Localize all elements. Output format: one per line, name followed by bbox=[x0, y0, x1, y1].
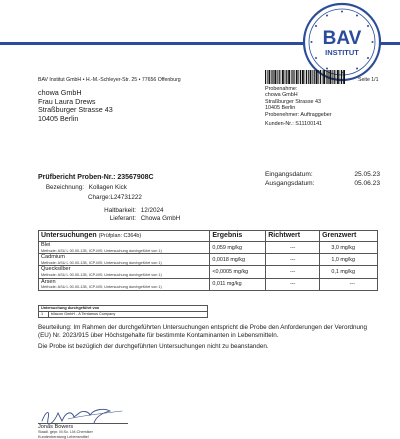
result-value: 0,011 mg/kg bbox=[210, 278, 266, 290]
signer-name: Jonas Bowers bbox=[38, 424, 74, 430]
designation-row bbox=[38, 184, 127, 193]
logo-text-institut: INSTITUT bbox=[325, 48, 359, 57]
conclusion-note: Die Probe ist bezüglich der durchgeführten Untersuchungen nicht zu beanstanden. bbox=[38, 343, 269, 350]
guide-value: --- bbox=[266, 278, 320, 290]
header-result: Ergebnis bbox=[210, 231, 266, 242]
customer-number bbox=[265, 121, 332, 127]
table-row bbox=[39, 266, 378, 278]
test-name: Cadmium bbox=[41, 254, 65, 261]
test-method: Methode: ASU L 00.00-135, ICP-MS; Untersuchung durchgeführt von 1) bbox=[41, 272, 162, 277]
recipient-street: Straßburger Strasse 43 bbox=[38, 105, 113, 115]
performed-by-row bbox=[39, 312, 208, 318]
logo-text-bav: BAV bbox=[322, 28, 362, 49]
received-date-label: Eingangsdatum: bbox=[265, 171, 313, 178]
result-value: 0,0018 mg/kg bbox=[210, 254, 266, 266]
performed-by-table bbox=[38, 305, 208, 318]
header-tests bbox=[39, 231, 210, 242]
sample-taker: Probenehmer: Auftraggeber bbox=[265, 111, 332, 118]
sample-taking-city: 10405 Berlin bbox=[265, 105, 296, 112]
results-header-row bbox=[39, 231, 378, 242]
table-row bbox=[39, 278, 378, 290]
received-date-row bbox=[265, 170, 380, 179]
table-row bbox=[39, 242, 378, 254]
sample-taking-company: chowa GmbH bbox=[265, 92, 298, 99]
test-method: Methode: ASU L 00.00-135, ICP-MS; Untersuchung durchgeführt von 1) bbox=[41, 260, 162, 265]
recipient-company: chowa GmbH bbox=[38, 88, 82, 97]
report-title-label: Prüfbericht Proben-Nr.: bbox=[38, 174, 116, 181]
limit-value: --- bbox=[320, 278, 378, 290]
sample-taking-label: Probenahme: bbox=[265, 86, 298, 92]
signer-department: Kundenberatung Lebensmittel bbox=[38, 434, 89, 439]
signer-block bbox=[38, 424, 93, 439]
result-value: 0,059 mg/kg bbox=[210, 242, 266, 254]
test-name: Arsen bbox=[41, 278, 56, 285]
limit-value: 0,1 mg/kg bbox=[320, 266, 378, 278]
header-rule-left bbox=[0, 42, 318, 45]
supplier-value: Chowa GmbH bbox=[140, 215, 181, 222]
test-cell bbox=[39, 254, 210, 266]
signer-title: Staatl. gepr. M.Sc. LM-Chemiker bbox=[38, 430, 93, 435]
best-before-value: 12/2024 bbox=[140, 207, 164, 214]
test-name: Quecksilber bbox=[41, 266, 71, 273]
performed-by-lab: bilacon GmbH - A Tentamus Company bbox=[49, 312, 208, 318]
issued-date-row bbox=[265, 179, 380, 188]
designation-value: Kollagen Kick bbox=[88, 184, 127, 191]
table-row bbox=[39, 254, 378, 266]
header-limit-value: Grenzwert bbox=[320, 231, 378, 242]
sample-taking-street: Straßburger Strasse 43 bbox=[265, 98, 322, 105]
received-date-value: 25.05.23 bbox=[354, 171, 380, 178]
supplier-label: Lieferant: bbox=[109, 215, 136, 222]
barcode bbox=[265, 70, 345, 84]
assessment-text: Beurteilung: Im Rahmen der durchgeführten Untersuchungen entspricht die Probe den Anforderungen der Verordnung (EU) Nr. 2023/915 über Höchstgehalte für bestimmte Kontaminanten in Lebensmitteln. bbox=[38, 324, 368, 339]
limit-value: 1,0 mg/kg bbox=[320, 254, 378, 266]
header-tests-label: Untersuchungen bbox=[41, 232, 97, 239]
test-name: Blei bbox=[41, 242, 51, 248]
sender-address-line: BAV Institut GmbH • H.-M.-Schleyer-Str. 25 • 77656 Offenburg bbox=[38, 77, 181, 83]
report-number: 23567908C bbox=[117, 174, 154, 181]
recipient-address bbox=[38, 89, 113, 124]
report-dates bbox=[265, 170, 380, 188]
result-value: <0,0005 mg/kg bbox=[210, 266, 266, 278]
customer-number-value: S11100141 bbox=[295, 121, 323, 128]
page-number: Seite 1/1 bbox=[358, 77, 379, 83]
issued-date-label: Ausgangsdatum: bbox=[265, 180, 315, 187]
test-method: Methode: ASU L 00.00-135, ICP-MS; Untersuchung durchgeführt von 1) bbox=[41, 285, 162, 290]
supplier-row bbox=[96, 215, 180, 224]
guide-value: --- bbox=[266, 254, 320, 266]
header-guide-value: Richtwert bbox=[266, 231, 320, 242]
test-cell bbox=[39, 266, 210, 278]
designation-label: Bezeichnung: bbox=[45, 184, 84, 191]
guide-value: --- bbox=[266, 242, 320, 254]
performed-by-header: Untersuchung durchgeführt von bbox=[39, 306, 208, 312]
sample-taking-info bbox=[265, 86, 332, 127]
header-test-plan: (Prüfplan: C364b) bbox=[98, 233, 142, 239]
test-method: Methode: ASU L 00.00-135, ICP-MS; Untersuchung durchgeführt von 1) bbox=[41, 248, 162, 253]
issued-date-value: 05.06.23 bbox=[354, 180, 380, 187]
recipient-city: 10405 Berlin bbox=[38, 114, 79, 124]
batch-number: Charge:L24731222 bbox=[88, 194, 142, 201]
report-title bbox=[38, 174, 154, 181]
guide-value: --- bbox=[266, 266, 320, 278]
results-table bbox=[38, 230, 378, 291]
test-cell bbox=[39, 242, 210, 254]
limit-value: 3,0 mg/kg bbox=[320, 242, 378, 254]
test-cell bbox=[39, 278, 210, 290]
customer-number-label: Kunden-Nr.: bbox=[265, 121, 294, 128]
performed-by-index: 1 bbox=[39, 312, 49, 318]
best-before-label: Haltbarkeit: bbox=[104, 207, 136, 214]
recipient-contact: Frau Laura Drews bbox=[38, 96, 96, 106]
